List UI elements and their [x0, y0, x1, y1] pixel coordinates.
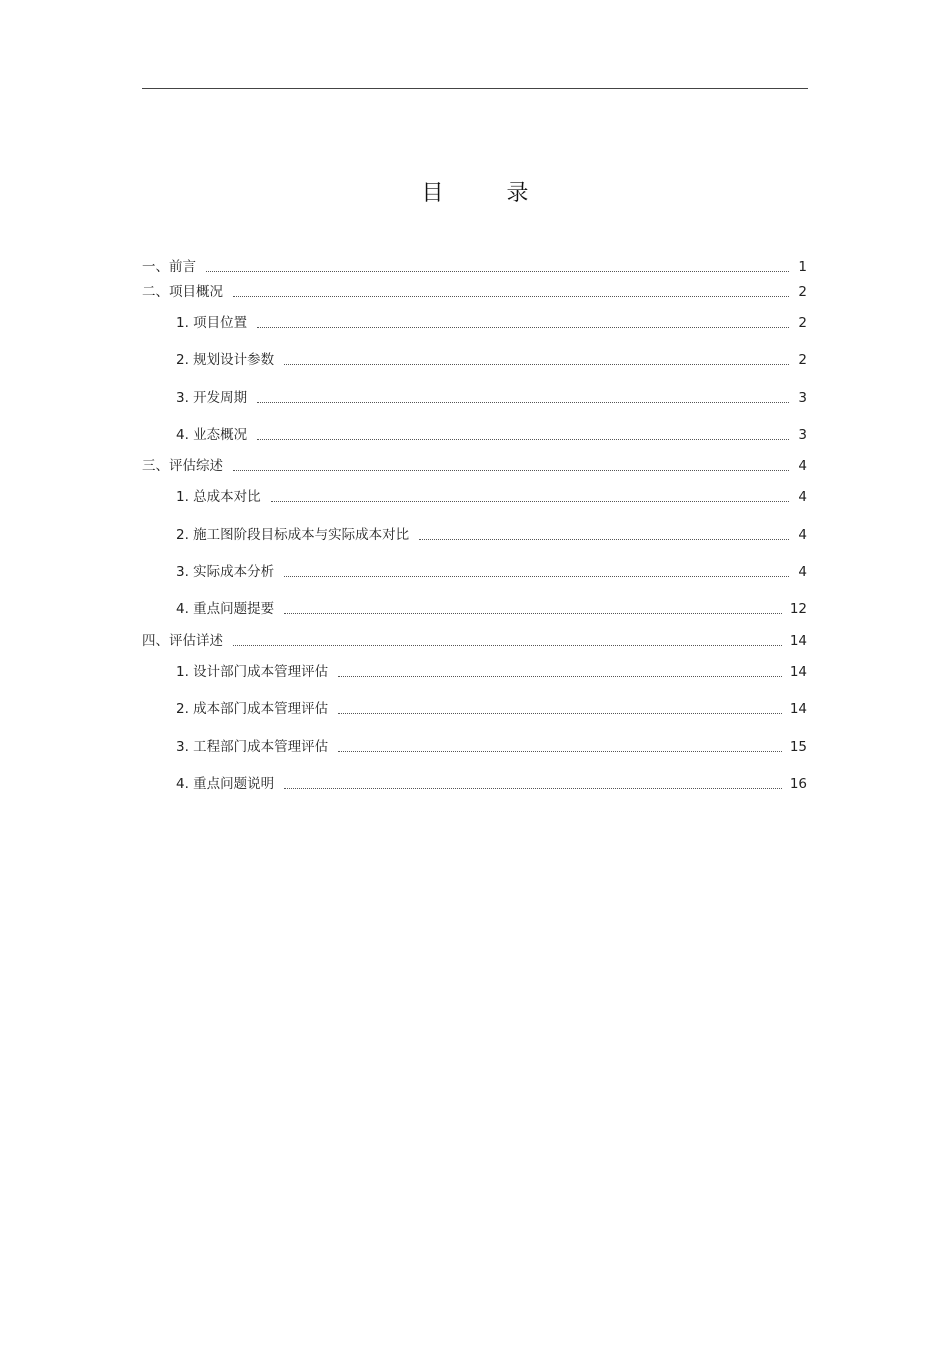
toc-leader-dots	[419, 539, 789, 540]
toc-entry-planning-params[interactable]	[176, 349, 807, 369]
toc-leader-dots	[271, 501, 789, 502]
toc-title: 目 录	[421, 181, 557, 206]
toc-entry-label: 3. 工程部门成本管理评估	[176, 739, 329, 755]
toc-entry-page: 1	[798, 259, 807, 275]
toc-entry-page: 2	[798, 352, 807, 368]
toc-entry-dev-cycle[interactable]	[176, 387, 807, 407]
toc-entry-engineering-dept[interactable]	[176, 736, 807, 756]
toc-entry-page: 2	[798, 284, 807, 300]
toc-leader-dots	[284, 364, 789, 365]
toc-entry-label: 三、评估综述	[142, 458, 223, 474]
toc-entry-page: 4	[798, 564, 807, 580]
toc-entry-label: 4. 重点问题提要	[176, 601, 275, 617]
toc-entry-total-cost[interactable]	[176, 486, 807, 506]
toc-leader-dots	[284, 788, 782, 789]
toc-entry-page: 4	[798, 527, 807, 543]
toc-entry-actual-cost-analysis[interactable]	[176, 561, 807, 581]
toc-entry-project-overview[interactable]	[142, 281, 807, 301]
toc-entry-design-dept[interactable]	[176, 661, 807, 681]
toc-leader-dots	[338, 676, 782, 677]
toc-entry-label: 4. 重点问题说明	[176, 776, 275, 792]
toc-entry-page: 14	[789, 701, 807, 717]
toc-leader-dots	[257, 327, 789, 328]
toc-entry-label: 1. 总成本对比	[176, 489, 261, 505]
toc-entry-label: 1. 设计部门成本管理评估	[176, 664, 329, 680]
toc-entry-label: 2. 规划设计参数	[176, 352, 275, 368]
header-rule	[142, 88, 808, 89]
toc-entry-label: 3. 实际成本分析	[176, 564, 275, 580]
toc-entry-label: 3. 开发周期	[176, 390, 248, 406]
toc-leader-dots	[206, 271, 789, 272]
toc-entry-page: 12	[789, 601, 807, 617]
toc-entry-page: 16	[789, 776, 807, 792]
toc-entry-key-issues-summary[interactable]	[176, 598, 807, 618]
toc-entry-label: 4. 业态概况	[176, 427, 248, 443]
toc-leader-dots	[233, 645, 782, 646]
toc-entry-label: 1. 项目位置	[176, 315, 248, 331]
toc-entry-label: 四、评估详述	[142, 633, 223, 649]
toc-entry-business-format[interactable]	[176, 424, 807, 444]
toc-entry-label: 一、前言	[142, 259, 196, 275]
toc-entry-label: 二、项目概况	[142, 284, 223, 300]
toc-entry-target-vs-actual[interactable]	[176, 524, 807, 544]
toc-leader-dots	[257, 402, 789, 403]
toc-leader-dots	[284, 613, 782, 614]
toc-leader-dots	[284, 576, 789, 577]
toc-entry-label: 2. 成本部门成本管理评估	[176, 701, 329, 717]
toc-entry-page: 14	[789, 633, 807, 649]
toc-leader-dots	[233, 470, 789, 471]
toc-entry-page: 4	[798, 458, 807, 474]
toc-entry-label: 2. 施工图阶段目标成本与实际成本对比	[176, 527, 410, 543]
toc-entry-page: 15	[789, 739, 807, 755]
toc-leader-dots	[338, 713, 782, 714]
toc-entry-key-issues-explanation[interactable]	[176, 773, 807, 793]
toc-entry-preface[interactable]	[142, 256, 807, 276]
toc-leader-dots	[257, 439, 789, 440]
toc-entry-page: 3	[798, 390, 807, 406]
toc-entry-cost-dept[interactable]	[176, 698, 807, 718]
toc-entry-assessment-details[interactable]	[142, 630, 807, 650]
toc-entry-project-location[interactable]	[176, 312, 807, 332]
toc-leader-dots	[338, 751, 782, 752]
toc-entry-page: 14	[789, 664, 807, 680]
toc-leader-dots	[233, 296, 789, 297]
toc-entry-assessment-summary[interactable]	[142, 455, 807, 475]
toc-entry-page: 3	[798, 427, 807, 443]
toc-entry-page: 4	[798, 489, 807, 505]
toc-entry-page: 2	[798, 315, 807, 331]
